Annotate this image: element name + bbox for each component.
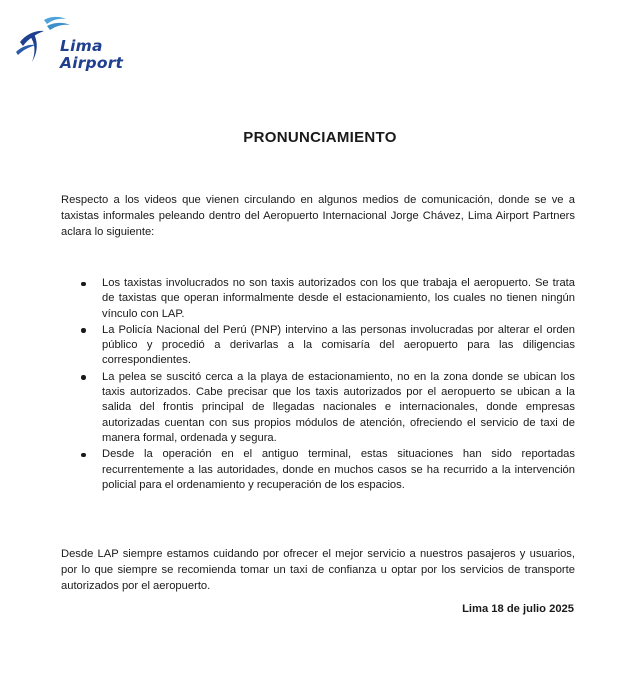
bullet-dot-icon xyxy=(81,328,86,333)
closing-paragraph: Desde LAP siempre estamos cuidando por ofrecer el mejor servicio a nuestros pasajeros y usuarios, por lo que siempre se recomienda tomar un taxi de confianza u optar por los servicios de transporte autorizados por el aeropuerto. xyxy=(61,548,575,592)
bullet-dot-icon xyxy=(81,282,86,287)
intro-paragraph: Respecto a los videos que vienen circulando en algunos medios de comunicación, donde se ve a taxistas informales peleando dentro del Aeropuerto Internacional Jorge Chávez, Lima Airport Partners aclara lo siguiente: xyxy=(61,194,575,238)
date-signoff: Lima 18 de julio 2025 xyxy=(462,603,574,615)
logo-text-lima: Lima xyxy=(60,37,103,55)
logo-text-airport: Airport xyxy=(60,54,124,72)
bullet-item xyxy=(61,323,575,369)
bullet-text: Desde la operación en el antiguo terminal, estas situaciones han sido reportadas recurrentemente a las autoridades, donde en muchos casos se ha recurrido a la intervención policial para el ordenamiento y recuperación de los espacios. xyxy=(102,448,575,491)
bullet-text: La pelea se suscitó cerca a la playa de estacionamiento, no en la zona donde se ubican los taxis autorizados. Cabe precisar que los taxis autorizados por el aeropuerto se ubican a la salida del frontis principal de llegadas nacionales e internacionales, donde empresas autorizadas cuentan con sus propios módulos de atención, ofreciendo el servicio de taxi de manera formal, ordenada y segura. xyxy=(102,370,575,444)
bullet-item xyxy=(61,447,575,493)
bullet-dot-icon xyxy=(81,375,86,380)
bullet-item xyxy=(61,370,575,446)
statement-bullet-list xyxy=(61,276,575,494)
bullet-text: Los taxistas involucrados no son taxis autorizados con los que trabaja el aeropuerto. Se trata de taxistas que operan informalmente desde el estacionamiento, los cuales no tienen ningún vínculo con LAP. xyxy=(102,277,575,320)
lima-airport-logo xyxy=(14,16,124,80)
bullet-item xyxy=(61,276,575,322)
bullet-text: La Policía Nacional del Perú (PNP) intervino a las personas involucradas por alterar el orden público y procedió a derivarlas a la comisaría del aeropuerto para las diligencias correspondientes. xyxy=(102,323,575,367)
document-title: PRONUNCIAMIENTO xyxy=(243,129,397,146)
bullet-dot-icon xyxy=(81,453,86,458)
